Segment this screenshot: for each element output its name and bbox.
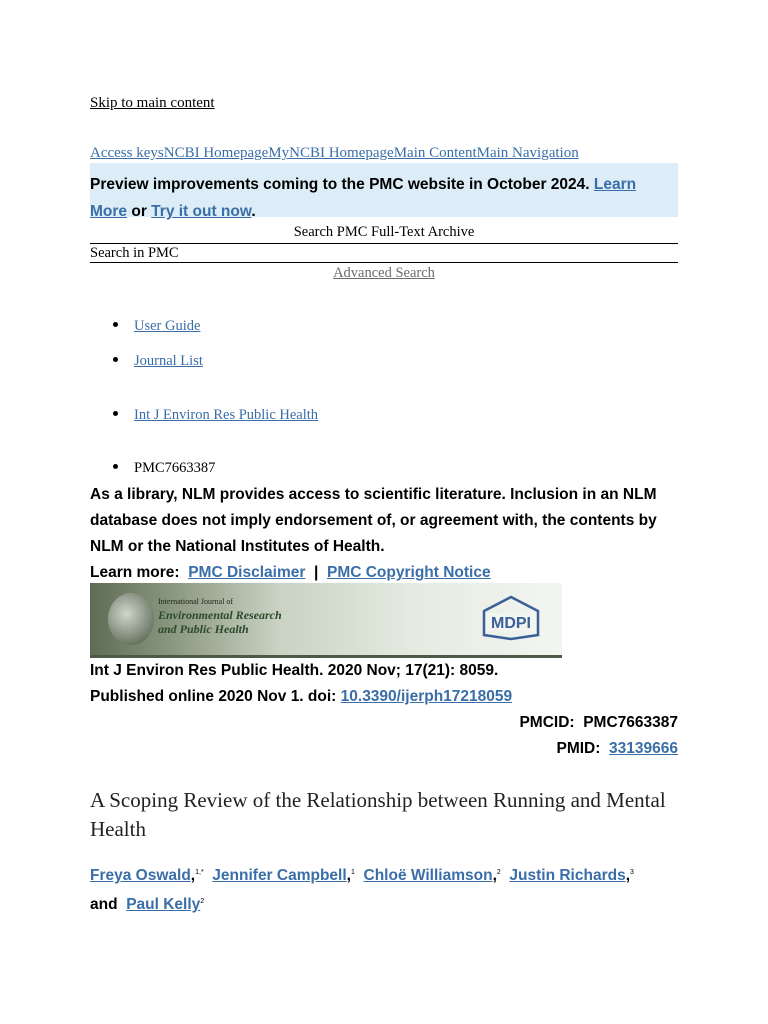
breadcrumb-journal-list: [113, 353, 203, 370]
banner-period: .: [251, 203, 256, 220]
banner-message: Preview improvements coming to the PMC website in October 2024.: [90, 176, 590, 193]
published-online: Published online 2020 Nov 1. doi:: [90, 688, 341, 705]
learn-more-label: Learn more:: [90, 564, 180, 581]
author-affiliation: 2: [200, 898, 205, 906]
advanced-search-row: [90, 265, 678, 282]
author-affiliation: 3: [630, 869, 634, 876]
access-keys-row: [90, 145, 579, 162]
journal-globe-icon: [108, 593, 154, 645]
main-navigation-link[interactable]: Main Navigation: [476, 145, 579, 161]
nlm-notice: As a library, NLM provides access to scientific literature. Inclusion in an NLM database does not imply endorsement of, or agreement with, the contents by NLM or the National Institutes of Health.: [90, 486, 657, 555]
author-link[interactable]: Jennifer Campbell: [212, 867, 347, 885]
breadcrumb-pmcid-text: PMC7663387: [134, 460, 216, 476]
pmcid-value: PMC7663387: [583, 714, 678, 731]
bullet-icon: [113, 357, 118, 362]
pmc-disclaimer-link[interactable]: PMC Disclaimer: [188, 564, 306, 581]
pmid-row: [90, 736, 678, 762]
pmcid-row: [90, 710, 678, 736]
pmc-copyright-link[interactable]: PMC Copyright Notice: [326, 564, 491, 581]
banner-try-it-link[interactable]: Try it out now: [151, 203, 252, 220]
journal-link[interactable]: Int J Environ Res Public Health: [134, 407, 319, 423]
preview-banner-text: [90, 171, 650, 225]
search-input[interactable]: [90, 244, 678, 263]
user-guide-link[interactable]: User Guide: [134, 318, 201, 334]
journal-banner-line2: Environmental Research: [158, 608, 282, 622]
author-link[interactable]: Paul Kelly: [126, 896, 201, 914]
citation-block: [90, 658, 512, 710]
banner-learn-more-link[interactable]: Learn More: [90, 176, 637, 220]
journal-banner[interactable]: [90, 583, 562, 658]
bullet-icon: [113, 464, 118, 469]
bullet-icon: [113, 411, 118, 416]
citation-line2: [90, 684, 512, 710]
journal-banner-line3: and Public Health: [158, 622, 249, 636]
search-label: Search PMC Full-Text Archive: [293, 224, 475, 240]
skip-to-main-link[interactable]: Skip to main content: [90, 95, 215, 111]
bullet-icon: [113, 322, 118, 327]
pmid-label: PMID:: [556, 740, 601, 757]
author-link[interactable]: Freya Oswald: [90, 867, 191, 885]
main-content-link[interactable]: Main Content: [393, 145, 477, 161]
author-affiliation: 2: [496, 869, 501, 876]
author-link[interactable]: Chloë Williamson: [363, 867, 493, 885]
citation-line1: Int J Environ Res Public Health. 2020 Nov; 17(21): 8059.: [90, 662, 499, 679]
journal-list-link[interactable]: Journal List: [134, 353, 203, 369]
doi-link[interactable]: 10.3390/ijerph17218059: [340, 688, 513, 705]
advanced-search-link[interactable]: Advanced Search: [333, 265, 435, 281]
preview-banner: [90, 163, 678, 220]
pmcid-label: PMCID:: [519, 714, 575, 731]
breadcrumb-pmcid: [113, 460, 215, 477]
separator: |: [314, 564, 319, 581]
author-link[interactable]: Justin Richards: [509, 867, 626, 885]
authors-and: and: [90, 896, 118, 914]
article-title: A Scoping Review of the Relationship between Running and Mental Health: [90, 788, 666, 841]
mdpi-logo-text: MDPI: [491, 615, 531, 632]
author-affiliation: 1,*: [195, 869, 204, 876]
ncbi-homepage-link[interactable]: NCBI Homepage: [163, 145, 269, 161]
author-list: Freya Oswald,$^{1,*}$ Jennifer Campbell,$^1$ Chloë Williamson,$^2$ Justin Richards,$^3$ and Paul Kelly$^2$: [90, 867, 634, 914]
mdpi-logo-icon: [480, 595, 542, 641]
breadcrumb-user-guide: [113, 318, 200, 335]
myncbi-homepage-link[interactable]: MyNCBI Homepage: [268, 145, 394, 161]
access-keys-link[interactable]: Access keys: [90, 145, 164, 161]
pmid-link[interactable]: 33139666: [609, 740, 678, 757]
banner-or: or: [131, 203, 147, 220]
author-affiliation: 1: [350, 869, 355, 876]
breadcrumb-journal: [113, 407, 318, 424]
journal-banner-line1: International Journal of: [158, 597, 234, 606]
